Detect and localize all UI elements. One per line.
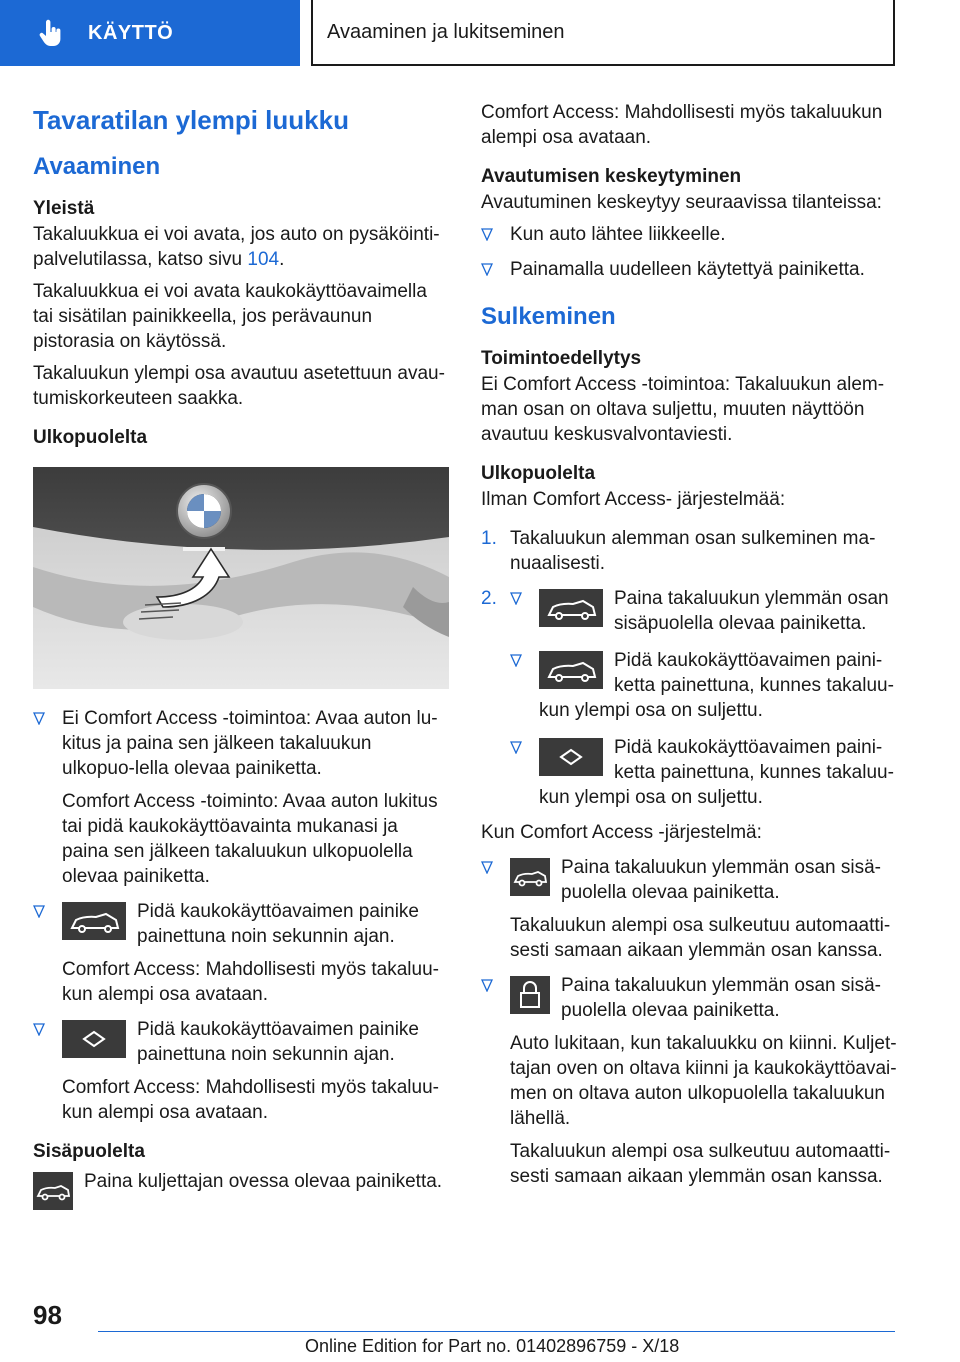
interrupt-bullet-1: Kun auto lähtee liikkeelle.	[510, 224, 726, 245]
remote-key-icon	[62, 1020, 126, 1058]
footer-divider	[98, 1331, 895, 1332]
general-paragraph-1: Takaluukkua ei voi avata, jos auto on pysäköinti-palvelutilassa, katso sivu 104.	[33, 224, 440, 270]
step2-c-text: Pidä kaukokäyttöavaimen paini-ketta painettuna, kunnes takaluu-kun ylempi osa on suljettu.	[539, 737, 894, 808]
step2-a-text: Paina takaluukun ylemmän osan sisäpuolella olevaa painiketta.	[614, 588, 889, 634]
requirement-paragraph: Ei Comfort Access -toimintoa: Takaluukun alem-man osan on oltava suljettu, muuten näyttöön avautuu keskusvalvontaviesti.	[481, 374, 885, 445]
car-tailgate-icon	[510, 858, 550, 896]
list-item	[481, 855, 897, 963]
step-number: 2.	[481, 588, 497, 609]
interrupt-heading: Avautumisen keskeytyminen	[481, 166, 742, 187]
step1-text: Takaluukun alemman osan sulkeminen ma-nuaalisesti.	[510, 528, 876, 574]
tailgate-button-photo	[33, 467, 449, 689]
nested-item	[510, 586, 897, 636]
lock-icon	[510, 976, 550, 1014]
comfort-b1-subtext: Takaluukun alempi osa sulkeutuu automaatti-sesti samaan aikaan ylemmän osan kanssa.	[510, 915, 891, 961]
edition-text: Online Edition for Part no. 01402896759 - X/18	[305, 1336, 680, 1356]
outside-heading-right: Ulkopuolelta	[481, 463, 596, 484]
bullet3-subtext: Comfort Access: Mahdollisesti myös takaluu-kun alempi osa avataan.	[62, 1077, 439, 1123]
bullet1-subtext: Comfort Access -toiminto: Avaa auton lukitus tai pidä kaukokäyttöavainta mukanasi ja paina sen jälkeen takaluukun ulkopuolella olevaa painiketta.	[62, 791, 438, 887]
car-tailgate-icon	[33, 1172, 73, 1210]
interrupt-paragraph: Avautuminen keskeytyy seuraavissa tilanteissa:	[481, 192, 882, 213]
outside-heading: Ulkopuolelta	[33, 427, 148, 448]
right-column	[481, 100, 897, 1199]
page-title: Tavaratilan ylempi luukku	[33, 105, 349, 135]
step-number: 1.	[481, 528, 497, 549]
nested-item	[510, 648, 897, 723]
outside-paragraph: Ilman Comfort Access- järjestelmää:	[481, 489, 786, 510]
inside-heading: Sisäpuolelta	[33, 1141, 145, 1162]
bullet-triangle-icon	[33, 712, 45, 725]
step2-b-text: Pidä kaukokäyttöavaimen paini-ketta painettuna, kunnes takaluu-kun ylempi osa on suljettu.	[539, 650, 894, 721]
list-item	[481, 586, 897, 810]
intro-paragraph: Comfort Access: Mahdollisesti myös takaluukun alempi osa avataan.	[481, 102, 883, 148]
bullet-triangle-icon	[33, 1023, 45, 1036]
section-label: KÄYTTÖ	[88, 21, 174, 44]
bullet2-text: Pidä kaukokäyttöavaimen painike painettuna noin sekunnin ajan.	[137, 901, 420, 947]
car-tailgate-icon	[62, 902, 126, 940]
comfort-b2-subtext: Auto lukitaan, kun takaluukku on kiinni. Kuljet-tajan oven on oltava kiinni ja kaukokäyttöavai-men on oltava auton ulkopuolella takaluukun lähellä.	[510, 1033, 897, 1129]
hand-pointer-icon	[36, 18, 66, 48]
bullet1-text: Ei Comfort Access -toimintoa: Avaa auton lu-kitus ja paina sen jälkeen takaluukun ulkopuo-lella olevaa painiketta.	[62, 708, 438, 779]
list-item	[33, 1017, 449, 1125]
bullet-triangle-icon	[510, 592, 522, 605]
bullet3-text: Pidä kaukokäyttöavaimen painike painettuna noin sekunnin ajan.	[137, 1019, 420, 1065]
chapter-box	[311, 0, 895, 66]
opening-heading: Avaaminen	[33, 153, 161, 180]
left-column	[33, 100, 449, 1214]
bullet-triangle-icon	[510, 741, 522, 754]
general-paragraph-3: Takaluukun ylempi osa avautuu asetettuun avau-tumiskorkeuteen saakka.	[33, 363, 445, 409]
list-item	[481, 222, 897, 247]
page-number: 98	[33, 1300, 62, 1330]
car-tailgate-icon	[539, 589, 603, 627]
bullet2-subtext: Comfort Access: Mahdollisesti myös takaluu-kun alempi osa avataan.	[62, 959, 439, 1005]
list-item	[33, 706, 449, 889]
page-link[interactable]: 104	[247, 249, 280, 270]
comfort-b2-text: Paina takaluukun ylemmän osan sisä-puolella olevaa painiketta.	[561, 975, 882, 1021]
nested-item	[510, 735, 897, 810]
inside-text: Paina kuljettajan ovessa olevaa painiketta.	[84, 1171, 443, 1192]
bullet-triangle-icon	[33, 905, 45, 918]
comfort-b1-text: Paina takaluukun ylemmän osan sisä-puolella olevaa painiketta.	[561, 857, 882, 903]
list-item	[33, 899, 449, 1007]
page-header	[0, 0, 960, 66]
comfort-paragraph: Kun Comfort Access -järjestelmä:	[481, 822, 762, 843]
bullet-triangle-icon	[481, 861, 493, 874]
inside-row	[33, 1169, 449, 1214]
bullet-triangle-icon	[481, 228, 493, 241]
bullet-triangle-icon	[481, 263, 493, 276]
bullet-triangle-icon	[510, 654, 522, 667]
chapter-title: Avaaminen ja lukitseminen	[327, 20, 565, 43]
general-paragraph-2: Takaluukkua ei voi avata kaukokäyttöavaimella tai sisätilan painikkeella, jos perävaunun pistorasia on käytössä.	[33, 281, 427, 352]
general-heading: Yleistä	[33, 198, 95, 219]
list-item	[481, 973, 897, 1189]
list-item	[481, 257, 897, 282]
closing-heading: Sulkeminen	[481, 303, 616, 330]
list-item	[481, 526, 897, 576]
bullet-triangle-icon	[481, 979, 493, 992]
section-tab	[0, 0, 300, 66]
requirement-heading: Toimintoedellytys	[481, 348, 642, 369]
car-tailgate-icon	[539, 651, 603, 689]
comfort-b2-subtext-2: Takaluukun alempi osa sulkeutuu automaatti-sesti samaan aikaan ylemmän osan kanssa.	[510, 1141, 891, 1187]
remote-key-icon	[539, 738, 603, 776]
interrupt-bullet-2: Painamalla uudelleen käytettyä painiketta.	[510, 259, 865, 280]
